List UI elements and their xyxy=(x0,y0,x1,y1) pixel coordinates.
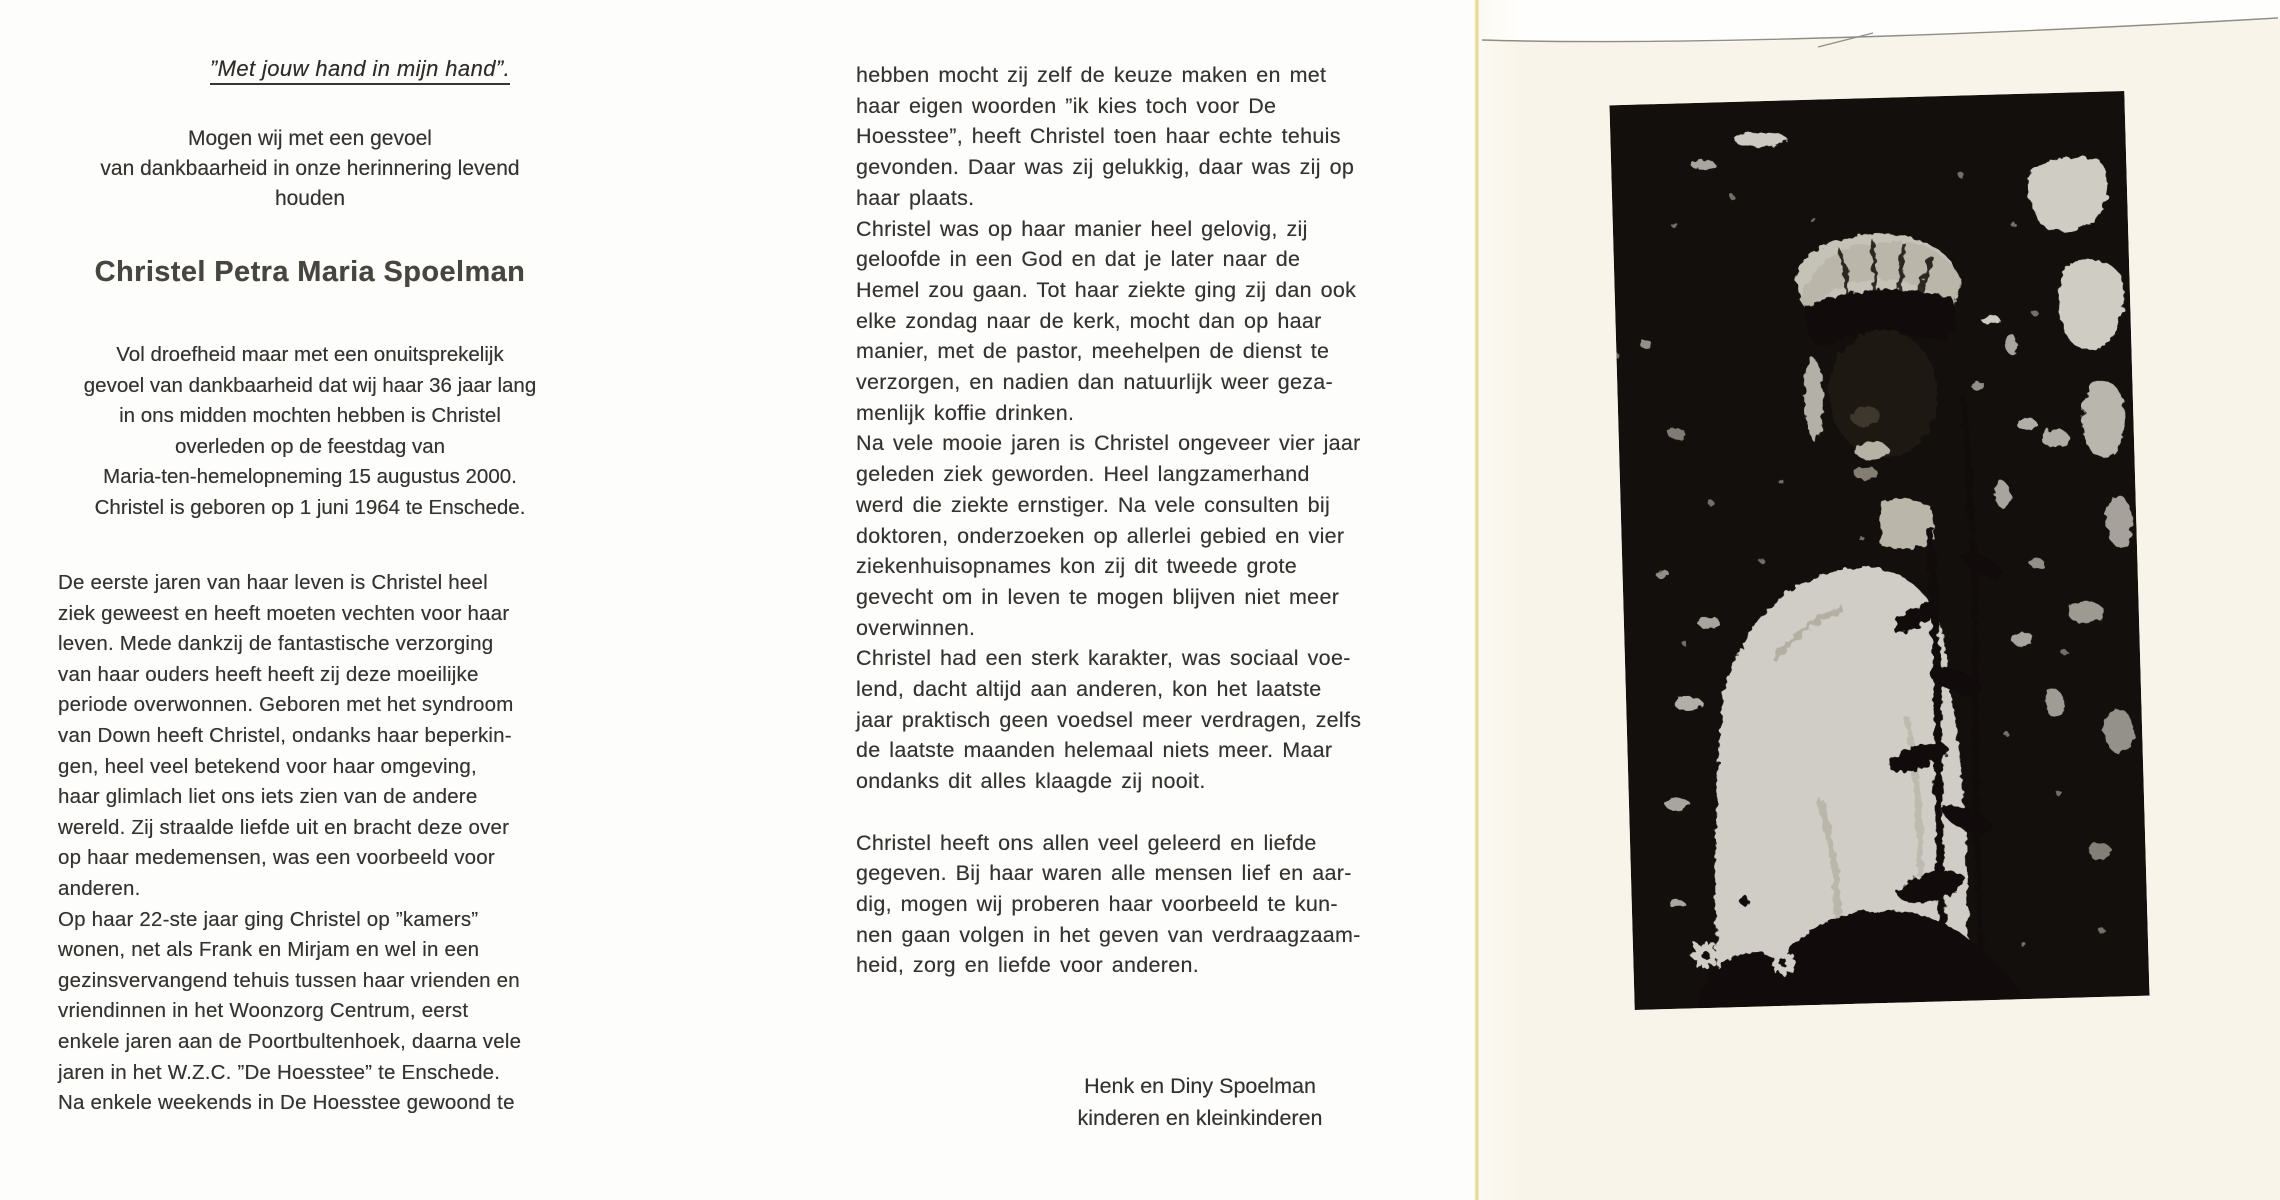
text-line: Christel had een sterk karakter, was sociaal voe- xyxy=(856,646,1351,671)
text-line: nen gaan volgen in het geven van verdraagzaam- xyxy=(856,922,1361,947)
text-line: ondanks dit alles klaagde zij nooit. xyxy=(856,769,1206,794)
text-line: elke zondag naar de kerk, mocht dan op haar xyxy=(856,308,1322,333)
text-line: Op haar 22-ste jaar ging Christel op ”kamers” xyxy=(58,907,479,931)
text-line: Vol droefheid maar met een onuitsprekelijk xyxy=(116,343,504,366)
signature-block xyxy=(1015,1070,1385,1134)
memorial-photo xyxy=(1609,91,2149,1010)
text-line: menlijk koffie drinken. xyxy=(856,400,1075,425)
memorial-photo-image xyxy=(1609,91,2149,1010)
text-line: hebben mocht zij zelf de keuze maken en met xyxy=(856,63,1327,87)
motto-text: ”Met jouw hand in mijn hand”. xyxy=(210,56,510,85)
text-line: verzorgen, en nadien dan natuurlijk weer geza- xyxy=(856,370,1333,395)
text-line: wonen, net als Frank en Mirjam en wel in een xyxy=(58,938,480,962)
text-line: ziekenhuisopnames kon zij dit tweede grote xyxy=(856,554,1298,579)
text-line: van dankbaarheid in onze herinnering levend xyxy=(100,157,520,180)
text-line: gezinsvervangend tehuis tussen haar vrienden en xyxy=(58,968,520,992)
text-line: gevoel van dankbaarheid dat wij haar 36 jaar lang xyxy=(83,373,537,397)
text-line: houden xyxy=(274,187,346,210)
text-line: anderen. xyxy=(58,876,141,900)
text-line: Mogen wij met een gevoel xyxy=(188,127,432,150)
life-story-paragraph-middle xyxy=(856,60,1486,981)
text-line: vriendinnen in het Woonzorg Centrum, eerst xyxy=(58,999,469,1023)
text-line: lend, dacht altijd aan anderen, kon het laatste xyxy=(856,677,1322,702)
text-line: Maria-ten-hemelopneming 15 augustus 2000. xyxy=(103,465,517,488)
text-line: Hoesstee”, heeft Christel toen haar echte tehuis xyxy=(856,124,1341,149)
motto-quote xyxy=(150,56,570,82)
text-line: geleden ziek geworden. Heel langzamerhand xyxy=(856,462,1310,487)
text-line: wereld. Zij straalde liefde uit en bracht deze over xyxy=(58,815,510,839)
text-line: gevonden. Daar was zij gelukkig, daar was zij op xyxy=(856,155,1355,180)
text-line: Christel is geboren op 1 juni 1964 te Enschede. xyxy=(94,495,526,519)
text-line: periode overwonnen. Geboren met het syndroom xyxy=(58,693,514,717)
text-line: van Down heeft Christel, ondanks haar beperkin- xyxy=(58,723,512,747)
obituary-paragraph xyxy=(40,340,580,523)
text-line: heid, zorg en liefde voor anderen. xyxy=(856,953,1200,978)
text-line: kinderen en kleinkinderen xyxy=(1077,1106,1323,1130)
text-line: op haar medemensen, was een voorbeeld voor xyxy=(58,846,495,870)
text-line: Christel heeft ons allen veel geleerd en liefde xyxy=(856,830,1317,855)
deceased-name-heading: Christel Petra Maria Spoelman xyxy=(94,256,526,288)
text-line: jaren in het W.Z.C. ”De Hoesstee” te Enschede. xyxy=(58,1060,501,1084)
text-line: jaar praktisch geen voedsel meer verdragen, zelfs xyxy=(856,707,1362,732)
text-line: haar plaats. xyxy=(856,185,975,210)
text-line: Hemel zou gaan. Tot haar ziekte ging zij dan ook xyxy=(856,277,1357,302)
text-line: van haar ouders heeft heeft zij deze moeilijke xyxy=(58,662,479,686)
text-line: gen, heel veel betekend voor haar omgeving, xyxy=(58,754,477,778)
text-line: manier, met de pastor, meehelpen de dienst te xyxy=(856,339,1330,364)
intro-verse xyxy=(40,124,580,214)
text-line: gevecht om in leven te mogen blijven niet meer xyxy=(856,584,1340,609)
text-line: werd die ziekte ernstiger. Na vele consulten bij xyxy=(856,492,1331,517)
text-line: Christel was op haar manier heel gelovig, zij xyxy=(856,216,1308,241)
text-line: haar eigen woorden ”ik kies toch voor De xyxy=(856,93,1277,118)
text-line: leven. Mede dankzij de fantastische verzorging xyxy=(58,632,494,656)
text-line: De eerste jaren van haar leven is Christel heel xyxy=(58,571,488,594)
text-line: de laatste maanden helemaal niets meer. Maar xyxy=(856,738,1333,763)
text-line: Na enkele weekends in De Hoesstee gewoond te xyxy=(58,1091,515,1115)
fold-shading xyxy=(1479,0,1521,1200)
text-line: Henk en Diny Spoelman xyxy=(1084,1074,1316,1098)
text-line: dig, mogen wij proberen haar voorbeeld te kun- xyxy=(856,891,1338,916)
text-line: ziek geweest en heeft moeten vechten voor haar xyxy=(58,601,510,625)
text-line xyxy=(856,797,1486,828)
text-line: enkele jaren aan de Poortbultenhoek, daarna vele xyxy=(58,1029,522,1053)
card-fold-line xyxy=(1474,0,1479,1200)
text-line: doktoren, onderzoeken op allerlei gebied en vier xyxy=(856,523,1345,548)
text-line: haar glimlach liet ons iets zien van de andere xyxy=(58,785,478,809)
text-line: overleden op de feestdag van xyxy=(174,434,446,458)
text-line: geloofde in een God en dat je later naar de xyxy=(856,247,1301,272)
life-story-paragraph-left xyxy=(58,568,578,1119)
text-line: Na vele mooie jaren is Christel ongeveer vier jaar xyxy=(856,431,1361,456)
text-line: gegeven. Bij haar waren alle mensen lief en aar- xyxy=(856,861,1352,886)
text-line: in ons midden mochten hebben is Christel xyxy=(119,404,501,427)
text-line: overwinnen. xyxy=(856,615,976,640)
